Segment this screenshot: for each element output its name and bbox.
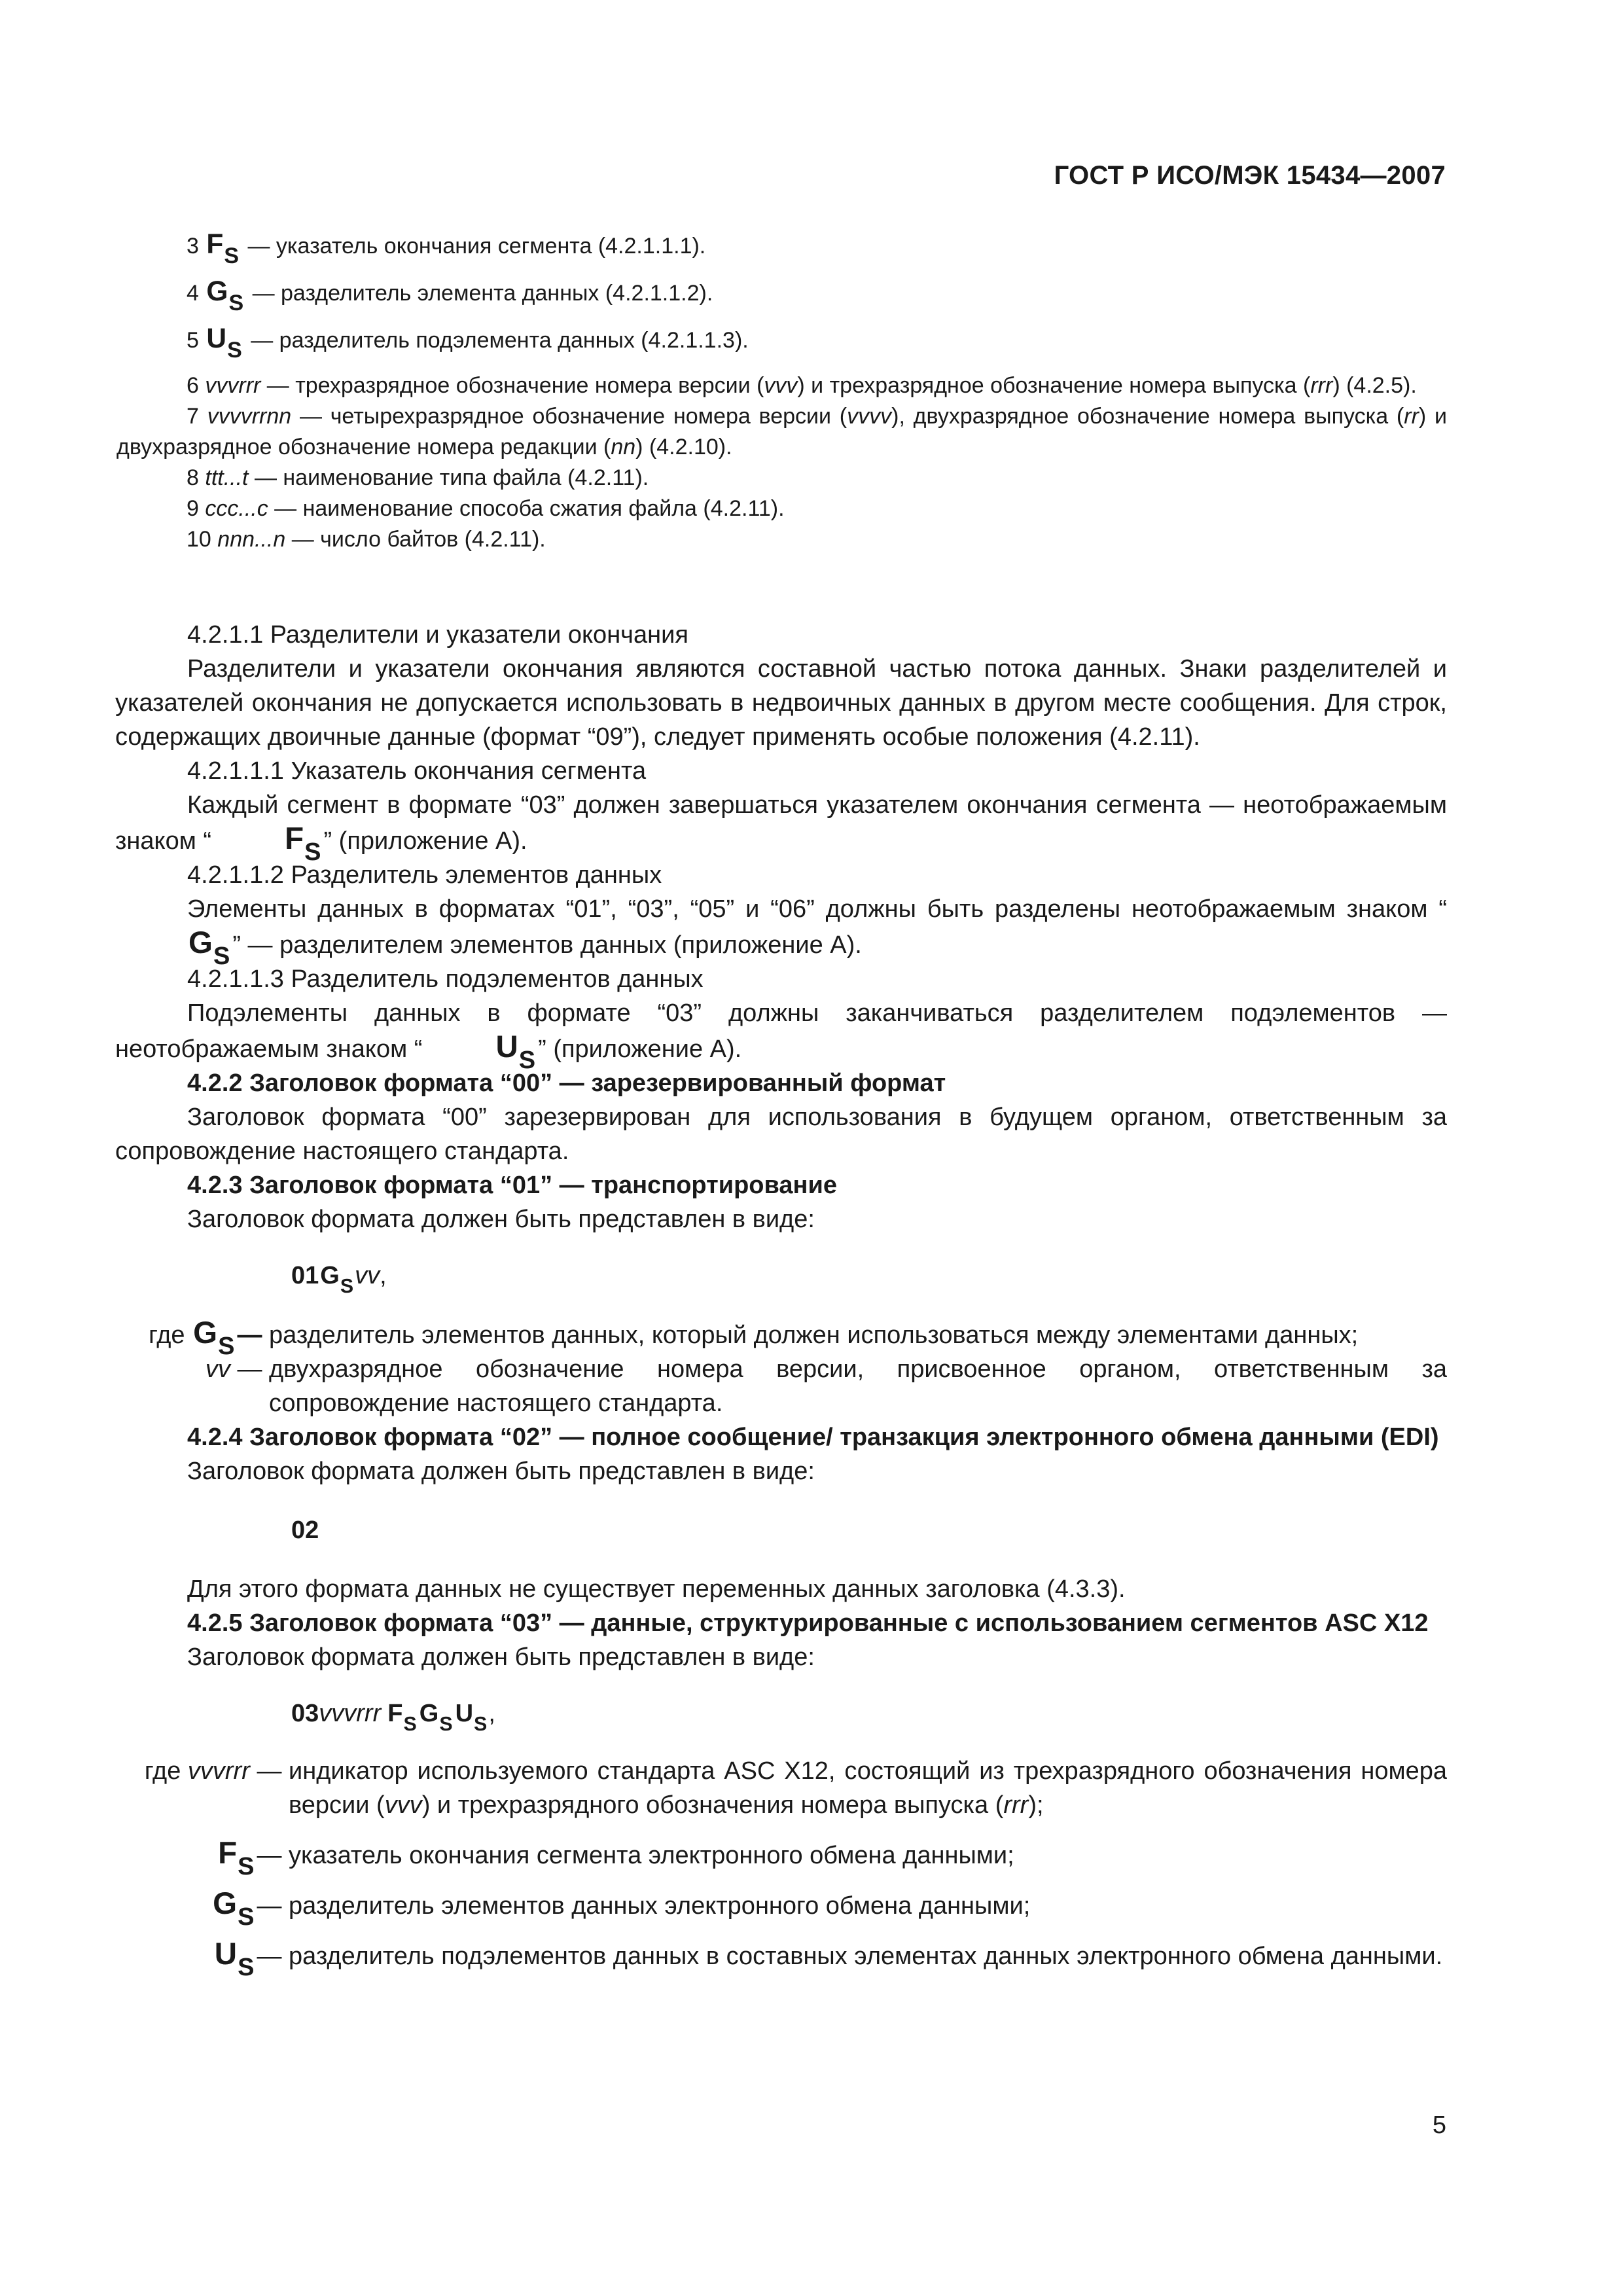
definition-text: указатель окончания сегмента электронного обмена данными; [289, 1842, 1014, 1869]
footnote-5 [116, 323, 1447, 363]
gs-symbol: $G_S$ [193, 1316, 235, 1361]
section-4-2-4-note: Для этого формата данных не существует переменных данных заголовка (4.3.3). [187, 1575, 1126, 1603]
section-4-2-4-heading: 4.2.4 Заголовок формата “02” — полное сообщение/ транзакция электронного обмена данными (EDI) [187, 1424, 1439, 1451]
format-03-definitions [115, 1754, 1447, 1982]
section-4-2-4-intro: Заголовок формата должен быть представлен в виде: [187, 1458, 815, 1485]
footnote-number: 4 [187, 281, 199, 306]
section-4-2-1-1-3-heading: 4.2.1.1.3 Разделитель подэлементов данных [187, 965, 704, 993]
definition-text: двухразрядное обозначение номера версии, присвоенное органом, ответственным за сопровождение настоящего стандарта. [269, 1355, 1447, 1417]
footnote-10: 10 nnn...n — число байтов (4.2.11). [187, 527, 546, 552]
fs-symbol: $F_S$ [206, 229, 240, 269]
us-symbol: $U_S$ [206, 323, 242, 363]
definition-row: $G_S$ — разделитель элементов данных электронного обмена данными; [115, 1887, 1447, 1923]
definition-row: $U_S$ — разделитель подэлементов данных в составных элементах данных электронного обмена данными. [115, 1937, 1447, 1973]
document-header: ГОСТ Р ИСО/МЭК 15434—2007 [1054, 161, 1446, 190]
definition-text: индикатор используемого стандарта ASC X12, состоящий из трехразрядного обозначения номера версии (vvv) и трехразрядного обозначения номера выпуска (rrr); [289, 1757, 1447, 1819]
section-4-2-1-1-body: Разделители и указатели окончания являются составной частью потока данных. Знаки разделителей и указателей окончания не допускается использовать в недвоичных данных в другом месте сообщения. Для строк, содержащих двоичные данные (формат “09”), следует применять особые положения (4.2.11). [115, 655, 1447, 751]
footnotes [116, 229, 1447, 555]
footnote-3 [116, 229, 1447, 269]
definition-row: где $G_S$ — разделитель элементов данных, который должен использоваться между элементами данных; [115, 1316, 1447, 1352]
section-4-2-1-1-heading: 4.2.1.1 Разделители и указатели окончания [187, 621, 688, 649]
section-4-2-3-heading: 4.2.3 Заголовок формата “01” — транспортирование [187, 1172, 837, 1199]
section-4-2-1-1-2-body: Элементы данных в форматах “01”, “03”, “05” и “06” должны быть разделены неотображаемым знаком “$G_S$ ” — разделителем элементов данных (приложение A). [115, 892, 1447, 962]
section-4-2-1-1-1-body: Каждый сегмент в формате “03” должен завершаться указателем окончания сегмента — неотображаемым знаком “ $F_S$ ” (приложение A). [115, 791, 1447, 867]
format-01-definitions [115, 1316, 1447, 1420]
definition-row: vv — двухразрядное обозначение номера версии, присвоенное органом, ответственным за сопровождение настоящего стандарта. [115, 1352, 1447, 1420]
definition-text: разделитель подэлементов данных в составных элементах данных электронного обмена данными. [289, 1943, 1443, 1970]
gs-symbol: $G_S$ [213, 1886, 255, 1931]
footnote-7: 7 vvvvrrnn — четырехразрядное обозначение номера версии (vvvv), двухразрядное обозначение номера выпуска (rr) и двухразрядное обозначение номера редакции (nn) (4.2.10). [116, 404, 1447, 459]
gs-symbol: $G_S$ [188, 925, 230, 971]
section-4-2-1-1-2-heading: 4.2.1.1.2 Разделитель элементов данных [187, 861, 662, 889]
footnote-number: 3 [187, 234, 199, 259]
footnote-number: 5 [187, 328, 199, 353]
format-03-formula: 03vvvrrr $F_S$ $G_S$ $U_S$, [291, 1700, 495, 1735]
footnote-8: 8 ttt...t — наименование типа файла (4.2.11). [187, 465, 649, 490]
definition-row: $F_S$ — указатель окончания сегмента электронного обмена данными; [115, 1837, 1447, 1873]
definition-row: где vvvrrr — индикатор используемого стандарта ASC X12, состоящий из трехразрядного обозначения номера версии (vvv) и трехразрядного обозначения номера выпуска (rrr); [115, 1754, 1447, 1822]
footnote-6: 6 vvvrrr — трехразрядное обозначение номера версии (vvv) и трехразрядное обозначение номера выпуска (rrr) (4.2.5). [187, 373, 1417, 398]
section-4-2-5-heading: 4.2.5 Заголовок формата “03” — данные, структурированные с использованием сегментов ASC X12 [187, 1609, 1429, 1637]
footnote-9: 9 ccc...c — наименование способа сжатия файла (4.2.11). [187, 496, 785, 521]
us-symbol: $U_S$ [214, 1937, 255, 1982]
section-4-2-5-intro: Заголовок формата должен быть представлен в виде: [187, 1643, 815, 1671]
footnote-4 [116, 276, 1447, 316]
section-4-2-1-1-1-heading: 4.2.1.1.1 Указатель окончания сегмента [187, 757, 647, 785]
gs-symbol: $G_S$ [206, 276, 244, 316]
format-02-formula: 02 [291, 1516, 319, 1544]
definition-text: разделитель элементов данных электронного обмена данными; [289, 1892, 1031, 1920]
section-4-2-2-heading: 4.2.2 Заголовок формата “00” — зарезервированный формат [187, 1069, 946, 1097]
fs-symbol: $F_S$ [218, 1836, 255, 1881]
main-content [115, 618, 1447, 1982]
section-4-2-2-body: Заголовок формата “00” зарезервирован для использования в будущем органом, ответственным за сопровождение настоящего стандарта. [115, 1103, 1447, 1165]
section-4-2-1-1-3-body: Подэлементы данных в формате “03” должны заканчиваться разделителем подэлементов — неотображаемым знаком “ $U_S$ ” (приложение A). [115, 999, 1447, 1075]
page-number: 5 [1432, 2111, 1446, 2139]
footnote-text: — разделитель элемента данных (4.2.1.1.2). [252, 281, 713, 306]
format-01-formula: $01G_Svv$, [291, 1262, 387, 1297]
us-symbol: $U_S$ [495, 1030, 536, 1075]
footnote-text: — разделитель подэлемента данных (4.2.1.1.3). [251, 328, 749, 353]
section-4-2-3-intro: Заголовок формата должен быть представлен в виде: [187, 1206, 815, 1233]
footnote-text: — указатель окончания сегмента (4.2.1.1.1). [247, 234, 706, 259]
definition-text: разделитель элементов данных, который должен использоваться между элементами данных; [269, 1321, 1359, 1349]
fs-symbol: $F_S$ [285, 821, 321, 867]
